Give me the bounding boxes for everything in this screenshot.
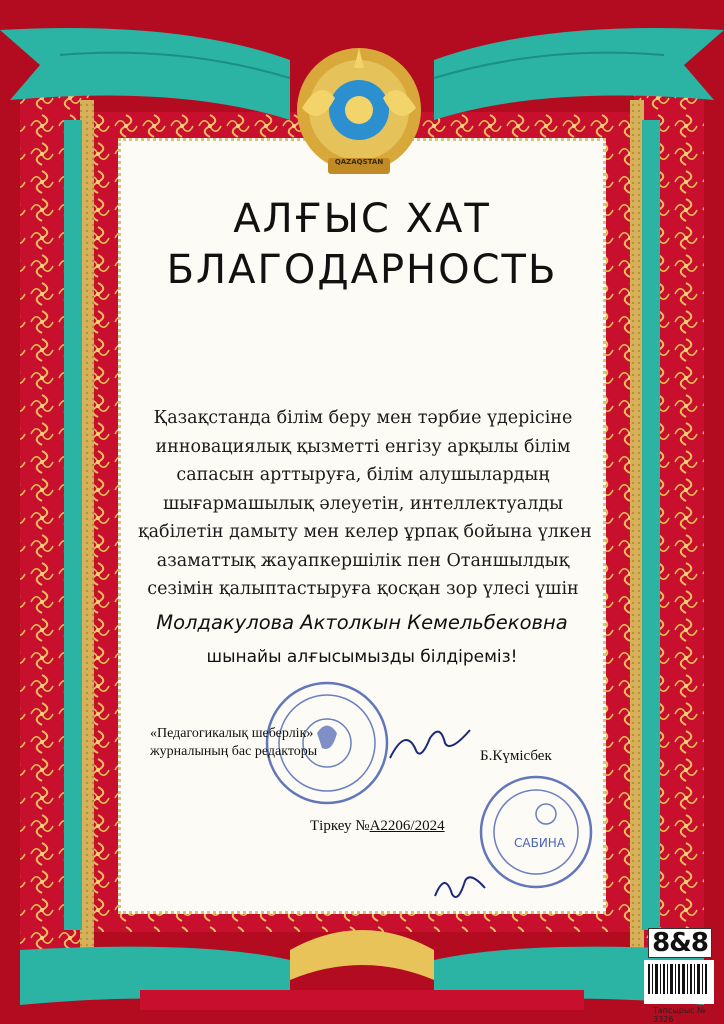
editor-name: Б.Күмісбек [480,748,552,764]
title-kazakh: АЛҒЫС ХАТ [233,196,491,242]
director-signature-icon [430,866,490,906]
publisher-block [648,928,712,958]
editor-title [150,725,317,761]
editor-line-1: «Педагогикалық шеберлік» [150,726,314,741]
publisher-logo: 8&8 [648,928,712,958]
emblem-label: QAZAQSTAN [334,158,384,166]
barcode-icon [644,960,714,1004]
thanks-line: шынайы алғысымызды білдіреміз! [206,647,518,667]
body-line: Қазақстанда білім беру мен тәрбие үдерісіне [153,408,573,428]
kindergarten-stamp-icon [476,772,596,892]
registration [310,818,445,835]
recipient-name: Молдакулова Актолкын Кемельбековна [156,611,568,634]
body-line: қабілетін дамыту мен келер ұрпақ бойына үлкен [138,522,592,542]
title-russian: БЛАГОДАРНОСТЬ [166,247,558,293]
registration-label: Тіркеу № [310,818,370,834]
body-line: инновациялық қызметті енгізу арқылы білім [155,436,571,457]
registration-number: А2206/2024 [369,818,445,834]
body-line: сезімін қалыптастыруға қосқан зор үлесі үшін [147,579,579,599]
body-line: шығармашылық әлеуетін, интеллектуалды [162,493,564,514]
certificate-body [138,404,592,604]
order-number: Тапсырыс № 3326 [653,1006,706,1024]
body-line: сапасын арттыруға, білім алушылардың [176,465,550,485]
body-line: азаматтық жауапкершілік пен Отаншылдық [156,550,570,571]
bottom-ribbon [0,910,724,1024]
editor-signature-icon [385,718,475,768]
kindergarten-stamp-label: САБИНА [514,836,566,850]
editor-line-2: журналының бас редакторы [150,744,318,759]
